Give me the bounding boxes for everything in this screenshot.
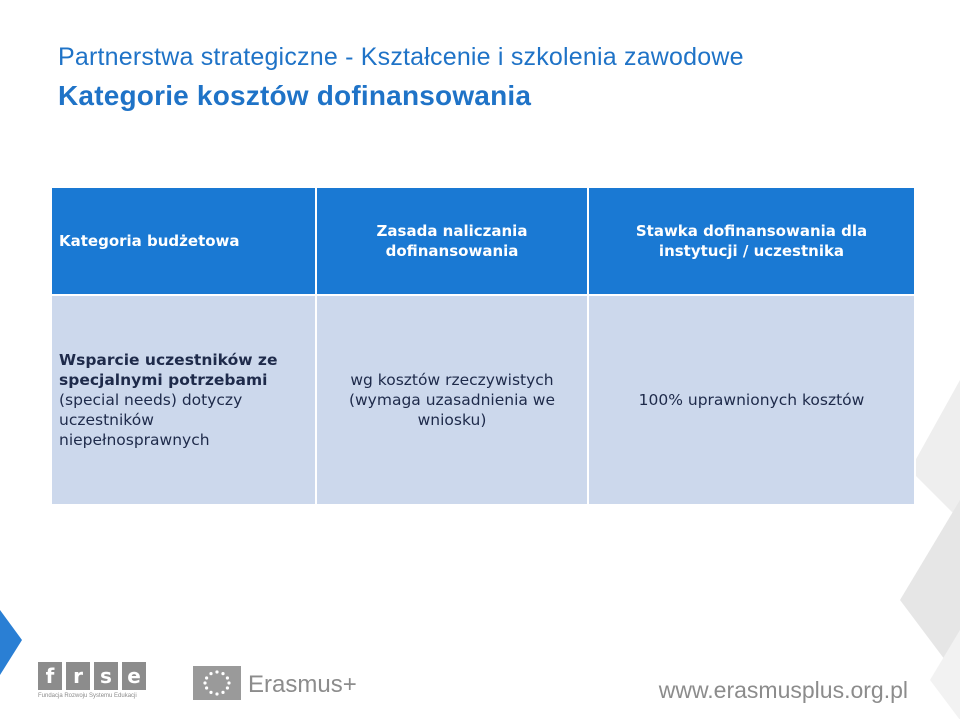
cost-table xyxy=(50,186,916,506)
page-subtitle: Partnerstwa strategiczne - Kształcenie i szkolenia zawodowe xyxy=(58,43,744,71)
frse-logo xyxy=(38,662,146,702)
category-normal-text: (special needs) dotyczy uczestników niepełnosprawnych xyxy=(59,391,243,449)
column-header-rate: Stawka dofinansowania dla instytucji / uczestnika xyxy=(588,187,915,295)
category-bold-text: Wsparcie uczestników ze specjalnymi potrzebami xyxy=(59,351,278,389)
cell-rule: wg kosztów rzeczywistych (wymaga uzasadnienia we wniosku) xyxy=(316,295,588,505)
column-header-rule: Zasada naliczania dofinansowania xyxy=(316,187,588,295)
frse-letter: f xyxy=(38,662,62,690)
website-link[interactable]: www.erasmusplus.org.pl xyxy=(658,677,908,703)
frse-letter: r xyxy=(66,662,90,690)
frse-letter: e xyxy=(122,662,146,690)
decorative-shape-left xyxy=(0,600,40,680)
frse-letter: s xyxy=(94,662,118,690)
eu-flag-icon xyxy=(193,666,241,700)
page-title: Kategorie kosztów dofinansowania xyxy=(58,80,532,111)
table-header-row xyxy=(51,187,915,295)
erasmus-plus-logo-text: Erasmus+ xyxy=(248,671,357,698)
table-row xyxy=(51,295,915,505)
cell-category xyxy=(51,295,316,505)
cell-rate: 100% uprawnionych kosztów xyxy=(588,295,915,505)
column-header-category: Kategoria budżetowa xyxy=(51,187,316,295)
frse-caption: Fundacja Rozwoju Systemu Edukacji xyxy=(38,693,137,699)
